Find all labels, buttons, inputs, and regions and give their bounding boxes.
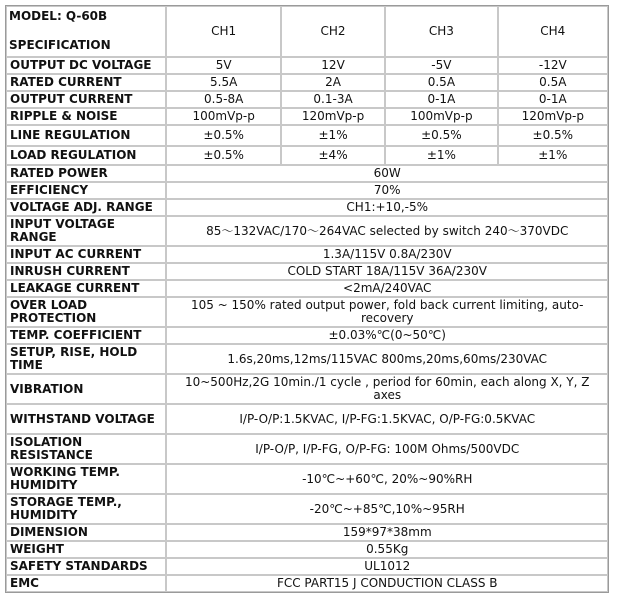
spec-label-cell: VOLTAGE ADJ. RANGE [6, 199, 166, 216]
spec-label: SPECIFICATION [9, 38, 111, 52]
channel-header-ch4: CH4 [498, 6, 608, 57]
spec-label-cell: RATED CURRENT [6, 74, 166, 91]
spec-value: 0.55Kg [166, 541, 608, 558]
header-row [6, 6, 608, 57]
spec-label-cell: RIPPLE & NOISE [6, 108, 166, 125]
spec-value-ch3: 0.5A [385, 74, 497, 91]
spec-label-cell: LOAD REGULATION [6, 146, 166, 165]
spec-value: ±0.03%℃(0~50℃) [166, 327, 608, 344]
spec-value: -10℃~+60℃, 20%~90%RH [166, 464, 608, 494]
spec-value-ch3: -5V [385, 57, 497, 74]
spec-label-cell: OUTPUT DC VOLTAGE [6, 57, 166, 74]
spec-value-ch2: 2A [281, 74, 385, 91]
spec-value: 10~500Hz,2G 10min./1 cycle , period for 60min, each along X, Y, Z axes [166, 374, 608, 404]
spec-value: I/P-O/P, I/P-FG, O/P-FG: 100M Ohms/500VDC [166, 434, 608, 464]
spec-value: 85～132VAC/170～264VAC selected by switch 240～370VDC [166, 216, 608, 246]
spec-value-ch4: 0.5A [498, 74, 608, 91]
spec-row-leakage-current [6, 280, 608, 297]
spec-label-cell: INPUT VOLTAGE RANGE [6, 216, 166, 246]
channel-header-ch2: CH2 [281, 6, 385, 57]
spec-table [5, 5, 609, 593]
spec-label-cell: SETUP, RISE, HOLD TIME [6, 344, 166, 374]
spec-table-body [6, 6, 608, 592]
spec-row-setup-rise-hold-time [6, 344, 608, 374]
spec-value-ch4: ±0.5% [498, 125, 608, 146]
spec-value: UL1012 [166, 558, 608, 575]
spec-row-output-current [6, 91, 608, 108]
spec-value-ch1: ±0.5% [166, 125, 280, 146]
spec-value: CH1:+10,-5% [166, 199, 608, 216]
spec-label-cell: RATED POWER [6, 165, 166, 182]
spec-row-voltage-adj-range [6, 199, 608, 216]
spec-row-withstand-voltage [6, 404, 608, 434]
spec-label-cell: INPUT AC CURRENT [6, 246, 166, 263]
spec-value: 1.6s,20ms,12ms/115VAC 800ms,20ms,60ms/230VAC [166, 344, 608, 374]
spec-value-ch3: ±1% [385, 146, 497, 165]
spec-value-ch4: 120mVp-p [498, 108, 608, 125]
spec-row-over-load-protection [6, 297, 608, 327]
spec-label-cell: WITHSTAND VOLTAGE [6, 404, 166, 434]
spec-value-ch2: 0.1-3A [281, 91, 385, 108]
spec-row-input-voltage-range [6, 216, 608, 246]
spec-label-cell: OUTPUT CURRENT [6, 91, 166, 108]
spec-row-load-regulation [6, 146, 608, 165]
spec-value: 1.3A/115V 0.8A/230V [166, 246, 608, 263]
spec-row-rated-power [6, 165, 608, 182]
spec-label-cell: WORKING TEMP. HUMIDITY [6, 464, 166, 494]
spec-value-ch4: 0-1A [498, 91, 608, 108]
spec-value: -20℃~+85℃,10%~95RH [166, 494, 608, 524]
spec-label-cell: OVER LOAD PROTECTION [6, 297, 166, 327]
spec-row-ripple-noise [6, 108, 608, 125]
spec-row-rated-current [6, 74, 608, 91]
spec-value: <2mA/240VAC [166, 280, 608, 297]
spec-row-vibration [6, 374, 608, 404]
spec-row-efficiency [6, 182, 608, 199]
spec-label-cell: SAFETY STANDARDS [6, 558, 166, 575]
spec-label-cell: EMC [6, 575, 166, 592]
spec-row-line-regulation [6, 125, 608, 146]
spec-value-ch1: 100mVp-p [166, 108, 280, 125]
spec-value: COLD START 18A/115V 36A/230V [166, 263, 608, 280]
spec-value-ch1: 5V [166, 57, 280, 74]
spec-row-storage-temp-humidity [6, 494, 608, 524]
spec-row-emc [6, 575, 608, 592]
spec-value: I/P-O/P:1.5KVAC, I/P-FG:1.5KVAC, O/P-FG:0.5KVAC [166, 404, 608, 434]
spec-row-weight [6, 541, 608, 558]
spec-row-isolation-resistance [6, 434, 608, 464]
spec-label-cell: TEMP. COEFFICIENT [6, 327, 166, 344]
spec-label-cell: VIBRATION [6, 374, 166, 404]
spec-row-safety-standards [6, 558, 608, 575]
spec-value-ch3: 0-1A [385, 91, 497, 108]
spec-value-ch2: ±4% [281, 146, 385, 165]
spec-label-cell: LINE REGULATION [6, 125, 166, 146]
spec-row-dimension [6, 524, 608, 541]
spec-value-ch1: 0.5-8A [166, 91, 280, 108]
spec-label-cell: LEAKAGE CURRENT [6, 280, 166, 297]
spec-value-ch2: ±1% [281, 125, 385, 146]
spec-value: 60W [166, 165, 608, 182]
spec-value: FCC PART15 J CONDUCTION CLASS B [166, 575, 608, 592]
spec-value: 105 ~ 150% rated output power, fold back current limiting, auto-recovery [166, 297, 608, 327]
spec-label-cell: WEIGHT [6, 541, 166, 558]
spec-row-temp-coefficient [6, 327, 608, 344]
spec-row-input-ac-current [6, 246, 608, 263]
spec-value: 159*97*38mm [166, 524, 608, 541]
spec-value-ch4: -12V [498, 57, 608, 74]
spec-row-output-dc-voltage [6, 57, 608, 74]
spec-label-cell: INRUSH CURRENT [6, 263, 166, 280]
spec-label-cell: ISOLATION RESISTANCE [6, 434, 166, 464]
spec-value-ch1: 5.5A [166, 74, 280, 91]
model-label: MODEL: Q-60B [9, 9, 108, 23]
spec-value-ch3: 100mVp-p [385, 108, 497, 125]
spec-value: 70% [166, 182, 608, 199]
spec-label-cell: DIMENSION [6, 524, 166, 541]
spec-label-cell: STORAGE TEMP., HUMIDITY [6, 494, 166, 524]
model-header-cell [6, 6, 166, 57]
spec-value-ch3: ±0.5% [385, 125, 497, 146]
spec-row-inrush-current [6, 263, 608, 280]
channel-header-ch3: CH3 [385, 6, 497, 57]
spec-value-ch4: ±1% [498, 146, 608, 165]
spec-value-ch1: ±0.5% [166, 146, 280, 165]
spec-label-cell: EFFICIENCY [6, 182, 166, 199]
spec-value-ch2: 120mVp-p [281, 108, 385, 125]
spec-value-ch2: 12V [281, 57, 385, 74]
channel-header-ch1: CH1 [166, 6, 280, 57]
spec-row-working-temp-humidity [6, 464, 608, 494]
